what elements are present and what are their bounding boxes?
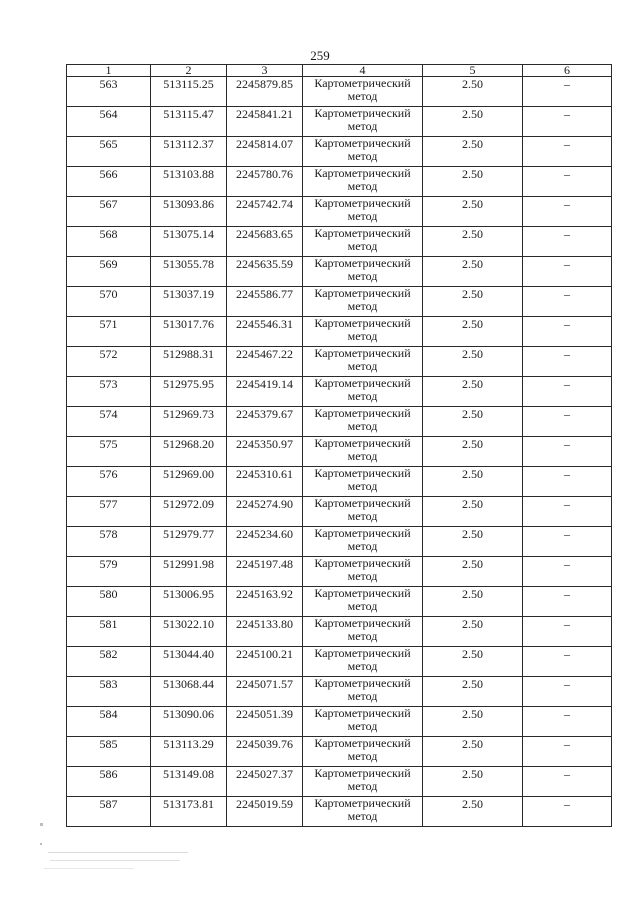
cell-note: – [523, 677, 612, 707]
cell-x-coordinate: 513115.47 [151, 107, 227, 137]
cell-x-coordinate: 513006.95 [151, 587, 227, 617]
cell-method: Картометрический метод [303, 467, 423, 497]
cell-accuracy: 2.50 [423, 317, 523, 347]
cell-method: Картометрический метод [303, 167, 423, 197]
cell-method: Картометрический метод [303, 527, 423, 557]
cell-note: – [523, 407, 612, 437]
cell-y-coordinate: 2245071.57 [227, 677, 303, 707]
cell-x-coordinate: 512979.77 [151, 527, 227, 557]
table-header-row [67, 65, 612, 77]
column-header: 2 [151, 65, 227, 77]
cell-y-coordinate: 2245051.39 [227, 707, 303, 737]
cell-note: – [523, 347, 612, 377]
cell-point-number: 572 [67, 347, 151, 377]
cell-accuracy: 2.50 [423, 197, 523, 227]
cell-x-coordinate: 512975.95 [151, 377, 227, 407]
cell-point-number: 564 [67, 107, 151, 137]
cell-y-coordinate: 2245419.14 [227, 377, 303, 407]
cell-point-number: 573 [67, 377, 151, 407]
table-row [67, 497, 612, 527]
cell-accuracy: 2.50 [423, 767, 523, 797]
cell-accuracy: 2.50 [423, 737, 523, 767]
cell-method: Картометрический метод [303, 137, 423, 167]
cell-point-number: 571 [67, 317, 151, 347]
cell-y-coordinate: 2245197.48 [227, 557, 303, 587]
cell-accuracy: 2.50 [423, 797, 523, 827]
cell-method: Картометрический метод [303, 797, 423, 827]
cell-method: Картометрический метод [303, 347, 423, 377]
cell-point-number: 585 [67, 737, 151, 767]
cell-note: – [523, 647, 612, 677]
cell-note: – [523, 167, 612, 197]
cell-y-coordinate: 2245379.67 [227, 407, 303, 437]
cell-x-coordinate: 513112.37 [151, 137, 227, 167]
cell-point-number: 582 [67, 647, 151, 677]
cell-accuracy: 2.50 [423, 377, 523, 407]
cell-y-coordinate: 2245133.80 [227, 617, 303, 647]
cell-x-coordinate: 512969.00 [151, 467, 227, 497]
cell-accuracy: 2.50 [423, 137, 523, 167]
table-row [67, 707, 612, 737]
cell-x-coordinate: 512968.20 [151, 437, 227, 467]
cell-x-coordinate: 513055.78 [151, 257, 227, 287]
cell-accuracy: 2.50 [423, 527, 523, 557]
cell-note: – [523, 317, 612, 347]
cell-method: Картометрический метод [303, 257, 423, 287]
cell-y-coordinate: 2245100.21 [227, 647, 303, 677]
cell-method: Картометрический метод [303, 617, 423, 647]
cell-y-coordinate: 2245742.74 [227, 197, 303, 227]
table-row [67, 437, 612, 467]
cell-y-coordinate: 2245546.31 [227, 317, 303, 347]
cell-point-number: 581 [67, 617, 151, 647]
table-row [67, 227, 612, 257]
column-header: 6 [523, 65, 612, 77]
cell-note: – [523, 527, 612, 557]
cell-x-coordinate: 512969.73 [151, 407, 227, 437]
table-row [67, 587, 612, 617]
table-row [67, 737, 612, 767]
cell-x-coordinate: 513022.10 [151, 617, 227, 647]
cell-accuracy: 2.50 [423, 587, 523, 617]
cell-x-coordinate: 513075.14 [151, 227, 227, 257]
cell-method: Картометрический метод [303, 437, 423, 467]
cell-point-number: 575 [67, 437, 151, 467]
cell-method: Картометрический метод [303, 407, 423, 437]
cell-point-number: 570 [67, 287, 151, 317]
cell-y-coordinate: 2245163.92 [227, 587, 303, 617]
cell-note: – [523, 197, 612, 227]
table-row [67, 527, 612, 557]
table-row [67, 287, 612, 317]
cell-x-coordinate: 512991.98 [151, 557, 227, 587]
cell-method: Картометрический метод [303, 197, 423, 227]
column-header: 4 [303, 65, 423, 77]
cell-x-coordinate: 513090.06 [151, 707, 227, 737]
cell-point-number: 580 [67, 587, 151, 617]
cell-method: Картометрический метод [303, 677, 423, 707]
cell-x-coordinate: 513044.40 [151, 647, 227, 677]
cell-point-number: 587 [67, 797, 151, 827]
cell-note: – [523, 467, 612, 497]
cell-x-coordinate: 513017.76 [151, 317, 227, 347]
cell-method: Картометрический метод [303, 227, 423, 257]
table-row [67, 317, 612, 347]
cell-accuracy: 2.50 [423, 467, 523, 497]
cell-note: – [523, 557, 612, 587]
table-row [67, 647, 612, 677]
cell-point-number: 563 [67, 77, 151, 107]
cell-point-number: 567 [67, 197, 151, 227]
cell-accuracy: 2.50 [423, 617, 523, 647]
cell-method: Картометрический метод [303, 107, 423, 137]
cell-point-number: 578 [67, 527, 151, 557]
cell-note: – [523, 617, 612, 647]
cell-accuracy: 2.50 [423, 707, 523, 737]
cell-note: – [523, 137, 612, 167]
coordinates-table [66, 64, 612, 827]
cell-method: Картометрический метод [303, 77, 423, 107]
column-header: 3 [227, 65, 303, 77]
cell-y-coordinate: 2245879.85 [227, 77, 303, 107]
cell-x-coordinate: 513113.29 [151, 737, 227, 767]
cell-note: – [523, 767, 612, 797]
cell-method: Картометрический метод [303, 377, 423, 407]
table-row [67, 797, 612, 827]
cell-x-coordinate: 513115.25 [151, 77, 227, 107]
cell-accuracy: 2.50 [423, 347, 523, 377]
cell-y-coordinate: 2245814.07 [227, 137, 303, 167]
cell-note: – [523, 377, 612, 407]
page-number: 259 [310, 48, 330, 63]
column-header: 5 [423, 65, 523, 77]
table-row [67, 107, 612, 137]
cell-point-number: 577 [67, 497, 151, 527]
cell-y-coordinate: 2245467.22 [227, 347, 303, 377]
cell-x-coordinate: 512988.31 [151, 347, 227, 377]
cell-accuracy: 2.50 [423, 257, 523, 287]
cell-accuracy: 2.50 [423, 647, 523, 677]
cell-y-coordinate: 2245841.21 [227, 107, 303, 137]
cell-method: Картометрический метод [303, 647, 423, 677]
cell-y-coordinate: 2245683.65 [227, 227, 303, 257]
cell-note: – [523, 107, 612, 137]
cell-point-number: 579 [67, 557, 151, 587]
cell-note: – [523, 707, 612, 737]
table-row [67, 617, 612, 647]
cell-accuracy: 2.50 [423, 437, 523, 467]
cell-note: – [523, 77, 612, 107]
cell-point-number: 569 [67, 257, 151, 287]
cell-y-coordinate: 2245019.59 [227, 797, 303, 827]
cell-x-coordinate: 513037.19 [151, 287, 227, 317]
table-row [67, 407, 612, 437]
cell-note: – [523, 227, 612, 257]
cell-point-number: 576 [67, 467, 151, 497]
cell-note: – [523, 437, 612, 467]
table-row [67, 197, 612, 227]
cell-method: Картометрический метод [303, 317, 423, 347]
cell-x-coordinate: 513093.86 [151, 197, 227, 227]
column-header: 1 [67, 65, 151, 77]
cell-point-number: 583 [67, 677, 151, 707]
cell-y-coordinate: 2245310.61 [227, 467, 303, 497]
cell-accuracy: 2.50 [423, 677, 523, 707]
cell-accuracy: 2.50 [423, 227, 523, 257]
cell-y-coordinate: 2245586.77 [227, 287, 303, 317]
cell-point-number: 565 [67, 137, 151, 167]
table-row [67, 137, 612, 167]
cell-method: Картометрический метод [303, 587, 423, 617]
table-row [67, 767, 612, 797]
table-row [67, 167, 612, 197]
cell-note: – [523, 497, 612, 527]
cell-note: – [523, 257, 612, 287]
cell-note: – [523, 587, 612, 617]
cell-x-coordinate: 513173.81 [151, 797, 227, 827]
cell-method: Картометрический метод [303, 767, 423, 797]
table-row [67, 257, 612, 287]
cell-y-coordinate: 2245780.76 [227, 167, 303, 197]
cell-y-coordinate: 2245274.90 [227, 497, 303, 527]
cell-accuracy: 2.50 [423, 557, 523, 587]
table-row [67, 77, 612, 107]
cell-note: – [523, 797, 612, 827]
cell-method: Картометрический метод [303, 707, 423, 737]
cell-x-coordinate: 512972.09 [151, 497, 227, 527]
cell-accuracy: 2.50 [423, 497, 523, 527]
cell-point-number: 566 [67, 167, 151, 197]
cell-x-coordinate: 513103.88 [151, 167, 227, 197]
cell-accuracy: 2.50 [423, 167, 523, 197]
cell-note: – [523, 287, 612, 317]
cell-point-number: 586 [67, 767, 151, 797]
cell-accuracy: 2.50 [423, 287, 523, 317]
table-row [67, 467, 612, 497]
cell-y-coordinate: 2245350.97 [227, 437, 303, 467]
cell-x-coordinate: 513068.44 [151, 677, 227, 707]
cell-method: Картометрический метод [303, 497, 423, 527]
cell-y-coordinate: 2245039.76 [227, 737, 303, 767]
cell-method: Картометрический метод [303, 737, 423, 767]
cell-x-coordinate: 513149.08 [151, 767, 227, 797]
table-row [67, 557, 612, 587]
table-row [67, 377, 612, 407]
cell-accuracy: 2.50 [423, 77, 523, 107]
cell-method: Картометрический метод [303, 287, 423, 317]
cell-point-number: 568 [67, 227, 151, 257]
cell-accuracy: 2.50 [423, 407, 523, 437]
table-row [67, 347, 612, 377]
cell-point-number: 584 [67, 707, 151, 737]
cell-note: – [523, 737, 612, 767]
cell-accuracy: 2.50 [423, 107, 523, 137]
table-row [67, 677, 612, 707]
cell-method: Картометрический метод [303, 557, 423, 587]
cell-y-coordinate: 2245027.37 [227, 767, 303, 797]
cell-y-coordinate: 2245234.60 [227, 527, 303, 557]
cell-point-number: 574 [67, 407, 151, 437]
cell-y-coordinate: 2245635.59 [227, 257, 303, 287]
